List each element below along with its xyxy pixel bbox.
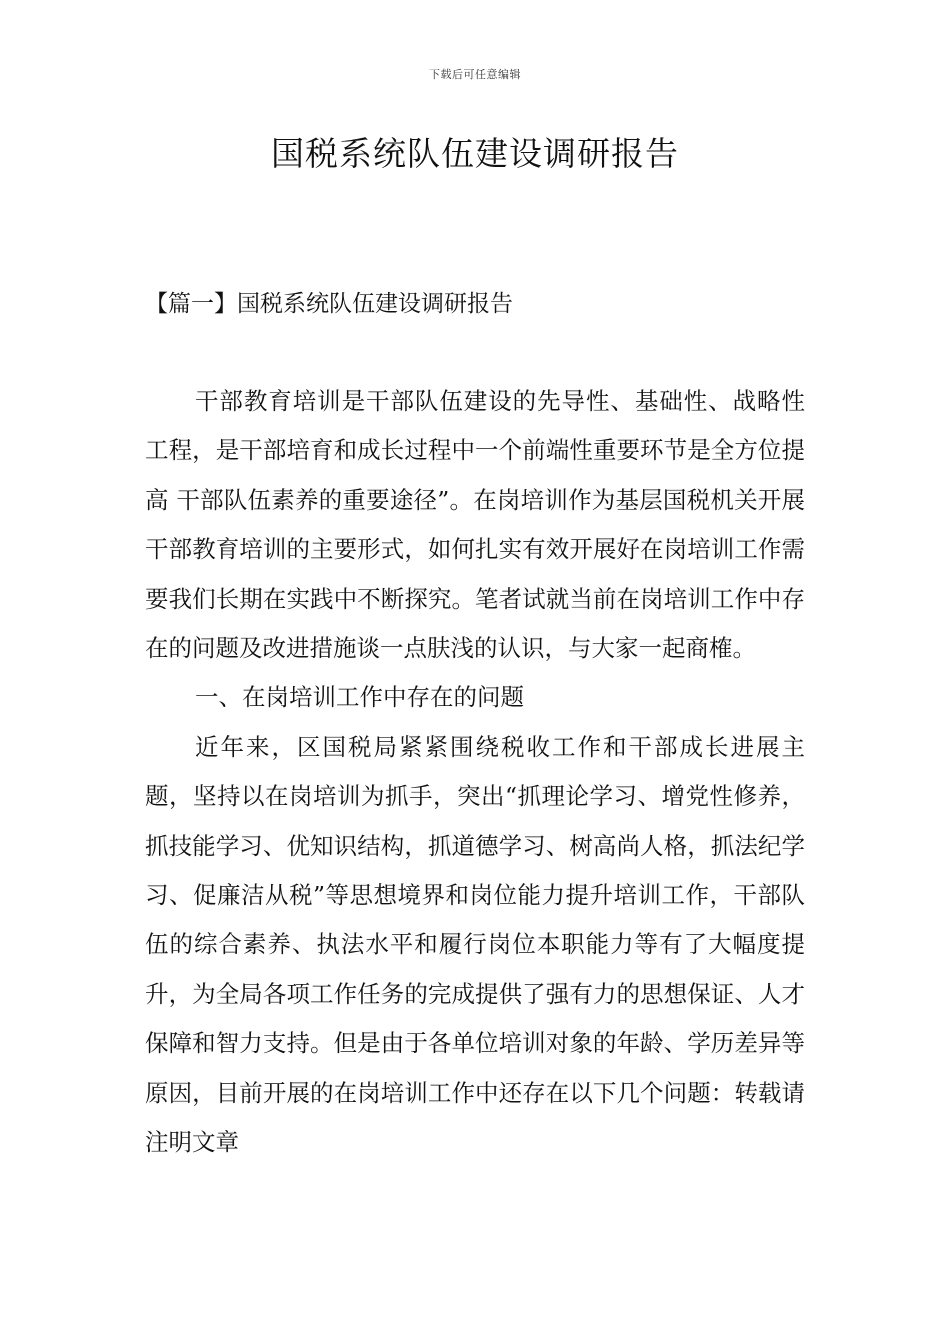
paragraph-intro: 干部教育培训是干部队伍建设的先导性、基础性、战略性工程，是干部培育和成长过程中一个前端性重要环节是全方位提高 干部队伍素养的重要途径”。在岗培训作为基层国税机关开展干部教育培训的主要形式，如何扎实有效开展好在岗培训工作需要我们长期在实践中不断探究。笔者试就当前在岗培训工作中存在的问题及改进措施谈一点肤浅的认识，与大家一起商榷。 — [145, 387, 805, 663]
subheading-problems: 一、在岗培训工作中存在的问题 — [195, 683, 524, 712]
document-body — [145, 377, 805, 1168]
section-heading: 【篇一】国税系统队伍建设调研报告 — [145, 291, 513, 317]
document-title: 国税系统队伍建设调研报告 — [271, 134, 679, 173]
header-note: 下载后可任意编辑 — [429, 68, 521, 81]
paragraph-recent-years: 近年来，区国税局紧紧围绕税收工作和干部成长进展主题，坚持以在岗培训为抓手，突出“抓理论学习、增党性修养，抓技能学习、优知识结构，抓道德学习、树高尚人格，抓法纪学习、促廉洁从税”等思想境界和岗位能力提升培训工作，干部队伍的综合素养、执法水平和履行岗位本职能力等有了大幅度提升，为全局各项工作任务的完成提供了强有力的思想保证、人才保障和智力支持。但是由于各单位培训对象的年龄、学历差异等原因，目前开展的在岗培训工作中还存在以下几个问题：转载请注明文章 — [145, 732, 805, 1157]
